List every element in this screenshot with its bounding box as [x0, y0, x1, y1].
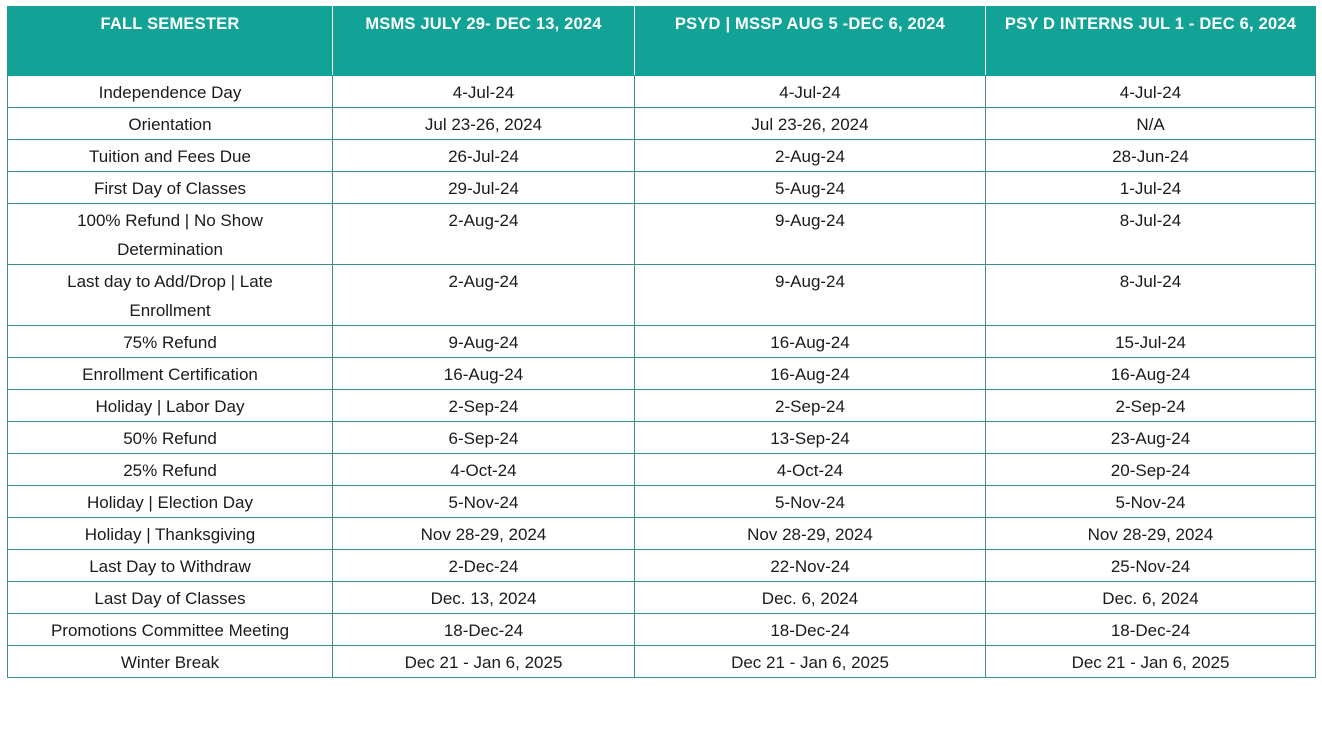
- psyd-interns-date-cell: 25-Nov-24: [986, 550, 1316, 582]
- psyd-mssp-date-cell: Jul 23-26, 2024: [635, 108, 986, 140]
- psyd-interns-date-cell: 16-Aug-24: [986, 358, 1316, 390]
- msms-date-cell: 2-Sep-24: [333, 390, 635, 422]
- psyd-interns-date-cell: 20-Sep-24: [986, 454, 1316, 486]
- event-cell: Tuition and Fees Due: [8, 140, 333, 172]
- msms-date-cell: 26-Jul-24: [333, 140, 635, 172]
- psyd-interns-date-cell: 1-Jul-24: [986, 172, 1316, 204]
- msms-date-cell: Jul 23-26, 2024: [333, 108, 635, 140]
- table-row: [8, 486, 1316, 518]
- table-row: [8, 108, 1316, 140]
- table-row: [8, 204, 1316, 265]
- event-cell: 100% Refund | No Show Determination: [8, 204, 333, 265]
- event-cell: Holiday | Labor Day: [8, 390, 333, 422]
- academic-calendar-table: [7, 6, 1316, 678]
- psyd-interns-date-cell: 18-Dec-24: [986, 614, 1316, 646]
- table-row: [8, 454, 1316, 486]
- psyd-interns-date-cell: 23-Aug-24: [986, 422, 1316, 454]
- psyd-mssp-date-cell: 2-Aug-24: [635, 140, 986, 172]
- msms-date-cell: 4-Jul-24: [333, 76, 635, 108]
- table-row: [8, 140, 1316, 172]
- psyd-mssp-date-cell: Dec. 6, 2024: [635, 582, 986, 614]
- msms-date-cell: 9-Aug-24: [333, 326, 635, 358]
- table-row: [8, 265, 1316, 326]
- event-cell: Last day to Add/Drop | Late Enrollment: [8, 265, 333, 326]
- event-cell: 25% Refund: [8, 454, 333, 486]
- psyd-interns-date-cell: 5-Nov-24: [986, 486, 1316, 518]
- table-row: [8, 614, 1316, 646]
- event-cell: Orientation: [8, 108, 333, 140]
- psyd-mssp-date-cell: 4-Oct-24: [635, 454, 986, 486]
- table-body: [8, 76, 1316, 678]
- psyd-mssp-date-cell: 5-Nov-24: [635, 486, 986, 518]
- event-cell: 75% Refund: [8, 326, 333, 358]
- psyd-interns-date-cell: 8-Jul-24: [986, 204, 1316, 265]
- header-msms: MSMS JULY 29- DEC 13, 2024: [333, 7, 635, 76]
- msms-date-cell: 2-Aug-24: [333, 265, 635, 326]
- psyd-interns-date-cell: 4-Jul-24: [986, 76, 1316, 108]
- psyd-mssp-date-cell: 22-Nov-24: [635, 550, 986, 582]
- event-cell: Enrollment Certification: [8, 358, 333, 390]
- header-psyd-interns: PSY D INTERNS JUL 1 - DEC 6, 2024: [986, 7, 1316, 76]
- table-header: [8, 7, 1316, 76]
- msms-date-cell: 16-Aug-24: [333, 358, 635, 390]
- msms-date-cell: Dec. 13, 2024: [333, 582, 635, 614]
- event-cell: Winter Break: [8, 646, 333, 678]
- table-row: [8, 358, 1316, 390]
- event-cell: 50% Refund: [8, 422, 333, 454]
- table-row: [8, 422, 1316, 454]
- event-cell: Promotions Committee Meeting: [8, 614, 333, 646]
- msms-date-cell: Dec 21 - Jan 6, 2025: [333, 646, 635, 678]
- msms-date-cell: 2-Aug-24: [333, 204, 635, 265]
- psyd-mssp-date-cell: 4-Jul-24: [635, 76, 986, 108]
- table-row: [8, 582, 1316, 614]
- psyd-interns-date-cell: 15-Jul-24: [986, 326, 1316, 358]
- msms-date-cell: 18-Dec-24: [333, 614, 635, 646]
- psyd-mssp-date-cell: 16-Aug-24: [635, 326, 986, 358]
- psyd-mssp-date-cell: 16-Aug-24: [635, 358, 986, 390]
- header-row: [8, 7, 1316, 76]
- event-cell: Last Day of Classes: [8, 582, 333, 614]
- event-cell: Holiday | Election Day: [8, 486, 333, 518]
- msms-date-cell: 2-Dec-24: [333, 550, 635, 582]
- event-cell: First Day of Classes: [8, 172, 333, 204]
- psyd-mssp-date-cell: 9-Aug-24: [635, 265, 986, 326]
- psyd-interns-date-cell: N/A: [986, 108, 1316, 140]
- event-cell: Last Day to Withdraw: [8, 550, 333, 582]
- psyd-mssp-date-cell: 9-Aug-24: [635, 204, 986, 265]
- msms-date-cell: 4-Oct-24: [333, 454, 635, 486]
- psyd-interns-date-cell: 2-Sep-24: [986, 390, 1316, 422]
- psyd-interns-date-cell: Dec. 6, 2024: [986, 582, 1316, 614]
- psyd-mssp-date-cell: 2-Sep-24: [635, 390, 986, 422]
- event-cell: Independence Day: [8, 76, 333, 108]
- psyd-interns-date-cell: Dec 21 - Jan 6, 2025: [986, 646, 1316, 678]
- psyd-mssp-date-cell: 18-Dec-24: [635, 614, 986, 646]
- table-row: [8, 326, 1316, 358]
- psyd-mssp-date-cell: 13-Sep-24: [635, 422, 986, 454]
- psyd-mssp-date-cell: Nov 28-29, 2024: [635, 518, 986, 550]
- table-row: [8, 550, 1316, 582]
- msms-date-cell: 5-Nov-24: [333, 486, 635, 518]
- table-row: [8, 390, 1316, 422]
- msms-date-cell: Nov 28-29, 2024: [333, 518, 635, 550]
- psyd-mssp-date-cell: Dec 21 - Jan 6, 2025: [635, 646, 986, 678]
- psyd-interns-date-cell: 28-Jun-24: [986, 140, 1316, 172]
- table-row: [8, 518, 1316, 550]
- psyd-interns-date-cell: Nov 28-29, 2024: [986, 518, 1316, 550]
- psyd-interns-date-cell: 8-Jul-24: [986, 265, 1316, 326]
- psyd-mssp-date-cell: 5-Aug-24: [635, 172, 986, 204]
- msms-date-cell: 6-Sep-24: [333, 422, 635, 454]
- table-row: [8, 76, 1316, 108]
- event-cell: Holiday | Thanksgiving: [8, 518, 333, 550]
- table-row: [8, 646, 1316, 678]
- header-fall-semester: FALL SEMESTER: [8, 7, 333, 76]
- header-psyd-mssp: PSYD | MSSP AUG 5 -DEC 6, 2024: [635, 7, 986, 76]
- table-row: [8, 172, 1316, 204]
- msms-date-cell: 29-Jul-24: [333, 172, 635, 204]
